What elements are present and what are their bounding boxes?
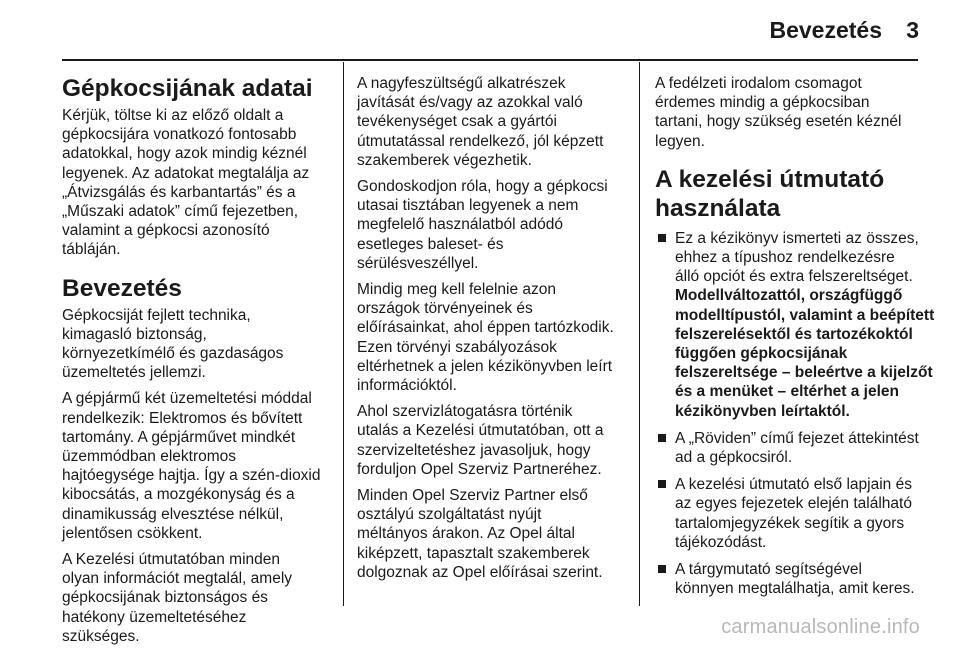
text-line: adatokkal, hogy azok mindig kéznél [62,145,307,163]
text-line: olyan információt megtalál, amely [62,570,293,588]
text-line: ehhez a típushoz rendelkezésre [675,249,895,267]
column-3 [655,74,935,606]
text-line: modelltípustól, valamint a beépített [675,306,935,324]
text-line: függően gépkocsijának [675,345,848,363]
text-line: jelentősen csökkent. [62,524,203,542]
text-line: utasai tisztában legyenek a nem [357,197,579,215]
heading-kezelesi-utmutato-hasznalata [655,165,927,223]
text-line: Mindig meg kell felelnie azon [357,281,557,299]
page-number: 3 [906,17,919,43]
heading-gepkocsijanak-adatai: Gépkocsijának adatai [62,75,313,102]
bullet-square-icon [658,234,666,242]
text-line: előírásainkat, ahol éppen tartózkodik. [357,319,614,337]
text-line: tájékozódást. [675,533,767,551]
text-line: A fedélzeti irodalom csomagot [655,75,862,92]
paragraph [357,74,629,170]
bullet-list [655,229,935,599]
text-line: Gondoskodjon róla, hogy a gépkocsi [357,178,608,196]
text-line: álló opciót és extra felszereltséget. [675,268,913,286]
bullet-square-icon [658,480,666,488]
column-divider-2 [639,62,640,606]
text-line: érdemes mindig a gépkocsiban [655,94,870,112]
text-line: kibocsátás, a mozgékonyság és a [62,486,295,504]
text-line: javítását és/vagy az azokkal való [357,94,583,112]
list-item-text [675,475,927,552]
running-title: Bevezetés [769,17,882,43]
paragraph [62,389,334,543]
paragraph [62,550,334,646]
paragraph [655,74,927,151]
text-line: tartani, hogy szükség esetén kéznél [655,113,902,131]
text-line: „Átvizsgálás és karbantartás” és a [62,183,296,201]
text-line: tartalomjegyzékek segítik a gyors [675,514,905,532]
text-line: A kezelési útmutató [655,165,885,193]
text-line: üzemmódban elektromos [62,448,237,466]
text-line: Ez a kézikönyv ismerteti az összes, [675,229,919,247]
text-line: valamint a gépkocsi azonosító [62,222,270,240]
text-line: üzemeltetés jellemzi. [62,364,206,382]
text-line: sérülésveszéllyel. [357,254,479,272]
text-line: szervizeltetéshez javasoljuk, hogy [357,441,591,459]
text-line: Ezen törvényi szabályozások [357,338,557,356]
paragraph [357,177,629,273]
text-line: A kezelési útmutató első lapjain és [675,476,912,494]
text-line: környezetkímélő és gazdaságos [62,345,284,363]
paragraph [62,306,334,383]
text-line: és a menüket – eltérhet a jelen [675,383,899,401]
list-item [655,560,927,598]
text-line: tartomány. A gépjárművet mindkét [62,428,296,446]
text-line: Kérjük, töltse ki az előző oldalt a [62,107,284,124]
text-line: legyen. [655,132,705,150]
text-line: felszereltsége – beleértve a kijelzőt [675,364,933,382]
list-item [655,229,935,421]
text-line: A „Röviden” című fejezet áttekintést [675,429,919,447]
text-line: útmutatással rendelkező, jól képzett [357,132,604,150]
paragraph [357,280,629,395]
list-item-bold-text [675,286,935,420]
text-line: kiképzett, tapasztalt szakemberek [357,544,590,562]
column-1 [62,74,334,653]
text-line: utalás a Kezelési útmutatóban, ott a [357,422,604,440]
text-line: hajtóegysége hajtja. Így a szén-dioxid [62,467,321,485]
text-line: hatékony üzemeltetéséhez [62,608,247,626]
column-2 [357,74,629,589]
text-line: osztályú szolgáltatást nyújt [357,506,542,524]
text-line: dolgoznak az Opel előírásai szerint. [357,563,603,581]
text-line: szakemberek végezhetik. [357,151,532,169]
text-line: megfelelő használatból adódó [357,216,563,234]
list-item [655,475,927,552]
paragraph [357,402,629,479]
text-line: esetleges baleset- és [357,235,504,253]
text-line: Modellváltozattól, országfüggő [675,287,903,305]
text-line: méltányos árakon. Az Opel által [357,525,575,543]
page-header [0,0,960,60]
paragraph [357,486,629,582]
bullet-square-icon [658,434,666,442]
text-line: könnyen megtalálhatja, amit keres. [675,580,915,598]
text-line: az egyes fejezetek elején található [675,495,912,513]
text-line: forduljon Opel Szerviz Partneréhez. [357,460,602,478]
list-item [655,429,927,467]
bullet-square-icon [658,565,666,573]
heading-bevezetes: Bevezetés [62,274,182,302]
text-line: legyenek. Az adatokat megtalálja az [62,164,310,182]
watermark-text: carmanualsonline.info [721,616,920,638]
text-line: Minden Opel Szerviz Partner első [357,487,588,505]
text-line: Gépkocsiját fejlett technika, [62,306,251,324]
text-line: A tárgymutató segítségével [675,561,862,579]
text-line: gépkocsijára vonatkozó fontosabb [62,126,297,144]
text-line: eltérhetnek a jelen kézikönyvben leírt [357,357,613,375]
column-divider-1 [343,62,344,606]
text-line: A gépjármű két üzemeltetési móddal [62,390,312,408]
text-line: A nagyfeszültségű alkatrészek [357,75,566,92]
text-line: felszerelésektől és tartozékoktól [675,325,913,343]
text-line: Ahol szervizlátogatásra történik [357,403,573,421]
text-line: használata [655,194,781,222]
text-line: tevékenységet csak a gyártói [357,113,557,131]
text-line: kézikönyvben leírtaktól. [675,402,850,420]
text-line: gépkocsijának biztonságos és [62,589,268,607]
text-line: „Műszaki adatok” című fejezetben, [62,203,299,221]
text-line: rendelkezik: Elektromos és bővített [62,409,303,427]
header-divider [62,59,918,61]
list-item-text [675,560,927,598]
paragraph [62,106,334,260]
list-item-text [675,229,927,287]
text-line: szükséges. [62,627,140,645]
text-line: tábláján. [62,241,121,259]
text-line: kimagasló biztonság, [62,325,207,343]
text-line: ad a gépkocsiról. [675,449,793,467]
text-line: A Kezelési útmutatóban minden [62,551,280,569]
list-item-text [675,429,927,467]
text-line: dinamikusság elvesztése nélkül, [62,505,284,523]
text-line: országok törvényeinek és [357,300,533,318]
text-line: információktól. [357,377,457,395]
